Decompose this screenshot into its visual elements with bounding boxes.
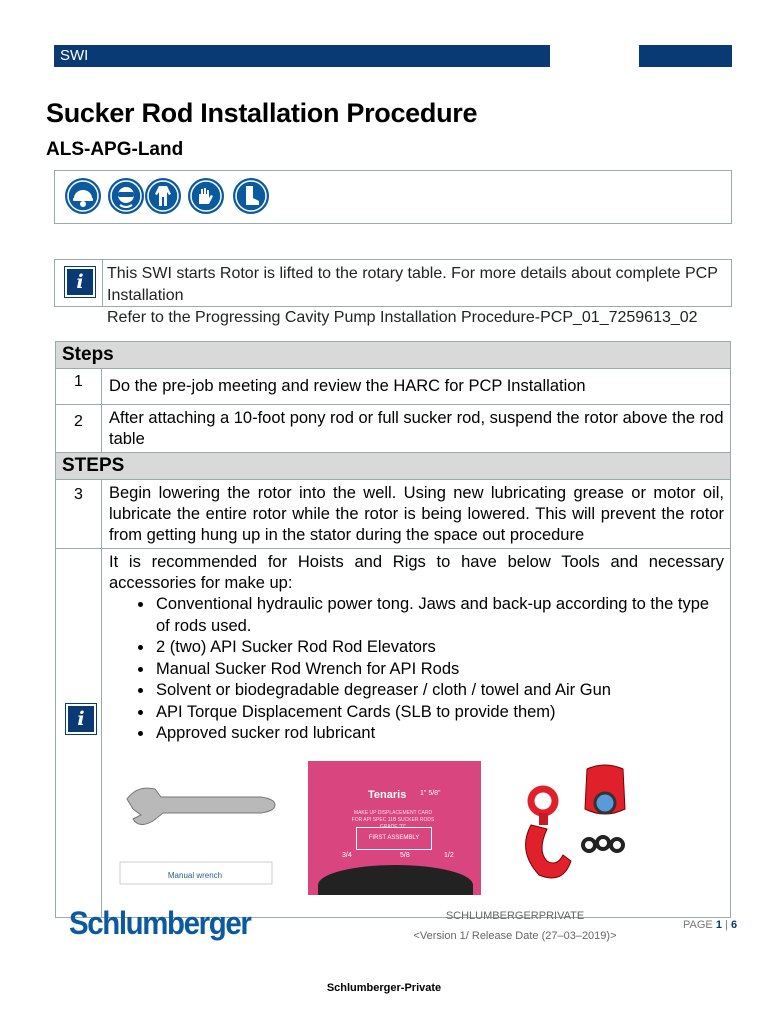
page-label: PAGE <box>683 919 713 931</box>
tools-list <box>109 594 724 745</box>
list-item: • Approved sucker rod lubricant <box>154 723 724 745</box>
card-size: 1" 5/8" <box>420 789 441 797</box>
tools-cell <box>102 549 731 918</box>
table-row <box>56 369 731 405</box>
page-current: 1 <box>715 919 722 931</box>
step-text: Do the pre-job meeting and review the HARC for PCP Installation <box>102 369 731 405</box>
info-line-2: Refer to the Progressing Cavity Pump Installation Procedure-PCP_01_7259613_02 <box>107 309 698 326</box>
steps-header: Steps <box>56 342 731 369</box>
coverall-icon <box>145 178 181 214</box>
list-item: • 2 (two) API Sucker Rod Rod Elevators <box>154 637 724 659</box>
company-logo: Schlumberger <box>69 905 251 941</box>
card-brand: Tenaris <box>368 788 407 801</box>
hard-hat-icon <box>65 178 101 214</box>
page-title: Sucker Rod Installation Procedure <box>46 98 478 128</box>
wrench-caption: Manual wrench <box>167 870 223 880</box>
card-line: GRADE "D" <box>379 823 407 830</box>
tool-images <box>109 755 724 915</box>
card-line: FIRST ASSEMBLY <box>356 827 432 850</box>
steps-header-row <box>56 453 731 480</box>
header-label: SWI <box>60 47 89 64</box>
page-total: 6 <box>730 919 738 931</box>
page-number: PAGE 1 | 6 <box>683 919 738 931</box>
info-note <box>54 259 732 326</box>
footer-version: <Version 1/ Release Date (27–03–2019)> <box>413 930 617 942</box>
header-accent-bar <box>639 45 732 67</box>
page-subtitle: ALS-APG-Land <box>46 139 184 160</box>
info-icon-cell <box>55 260 103 306</box>
ppe-panel <box>54 170 732 224</box>
info-line-1: This SWI starts Rotor is lifted to the rotary table. For more details about complete PCP Installation <box>107 265 718 304</box>
info-icon: i <box>66 704 96 734</box>
header-bar <box>54 45 550 67</box>
footer-classification: SCHLUMBERGERPRIVATE <box>445 910 585 922</box>
steps-table <box>55 341 731 918</box>
tools-icon-cell <box>56 549 102 918</box>
manual-wrench-image <box>119 777 277 887</box>
safety-glasses-icon <box>108 178 144 214</box>
tools-intro: It is recommended for Hoists and Rigs to have below Tools and necessary accessories for make up: <box>109 553 724 592</box>
step-number: 2 <box>56 405 102 453</box>
step-text: Begin lowering the rotor into the well. Using new lubricating grease or motor oil, lubricate the entire rotor while the rotor is being lowered. This will prevent the rotor from getting hung up in the stator during the space out procedure <box>102 480 731 549</box>
gloves-icon <box>188 178 224 214</box>
step-text: After attaching a 10-foot pony rod or full sucker rod, suspend the rotor above the rod table <box>102 405 731 453</box>
card-mark: 1/2 <box>444 851 454 859</box>
card-line: FOR API SPEC 11B SUCKER RODS <box>351 816 435 823</box>
table-row <box>56 405 731 453</box>
steps-header-2: STEPS <box>56 453 731 480</box>
steps-header-row <box>56 342 731 369</box>
info-icon: i <box>65 267 95 297</box>
list-item: • Manual Sucker Rod Wrench for API Rods <box>154 659 724 681</box>
card-line: MAKE UP DISPLACEMENT CARD <box>353 809 433 816</box>
table-row <box>56 549 731 918</box>
torque-card-image <box>308 761 481 895</box>
card-mark: 3/4 <box>342 851 352 859</box>
rod-elevator-image <box>517 761 632 895</box>
card-shadow <box>318 865 473 895</box>
document-classification: Schlumberger-Private <box>326 982 442 994</box>
info-text <box>107 263 731 329</box>
step-number: 3 <box>56 480 102 549</box>
step-number: 1 <box>56 369 102 405</box>
table-row <box>56 480 731 549</box>
list-item: • Conventional hydraulic power tong. Jaws and back-up according to the type of rods used. <box>154 594 724 637</box>
safety-boots-icon <box>233 178 269 214</box>
list-item: • API Torque Displacement Cards (SLB to provide them) <box>154 702 724 724</box>
list-item: • Solvent or biodegradable degreaser / cloth / towel and Air Gun <box>154 680 724 702</box>
card-mark: 5/8 <box>400 851 410 859</box>
